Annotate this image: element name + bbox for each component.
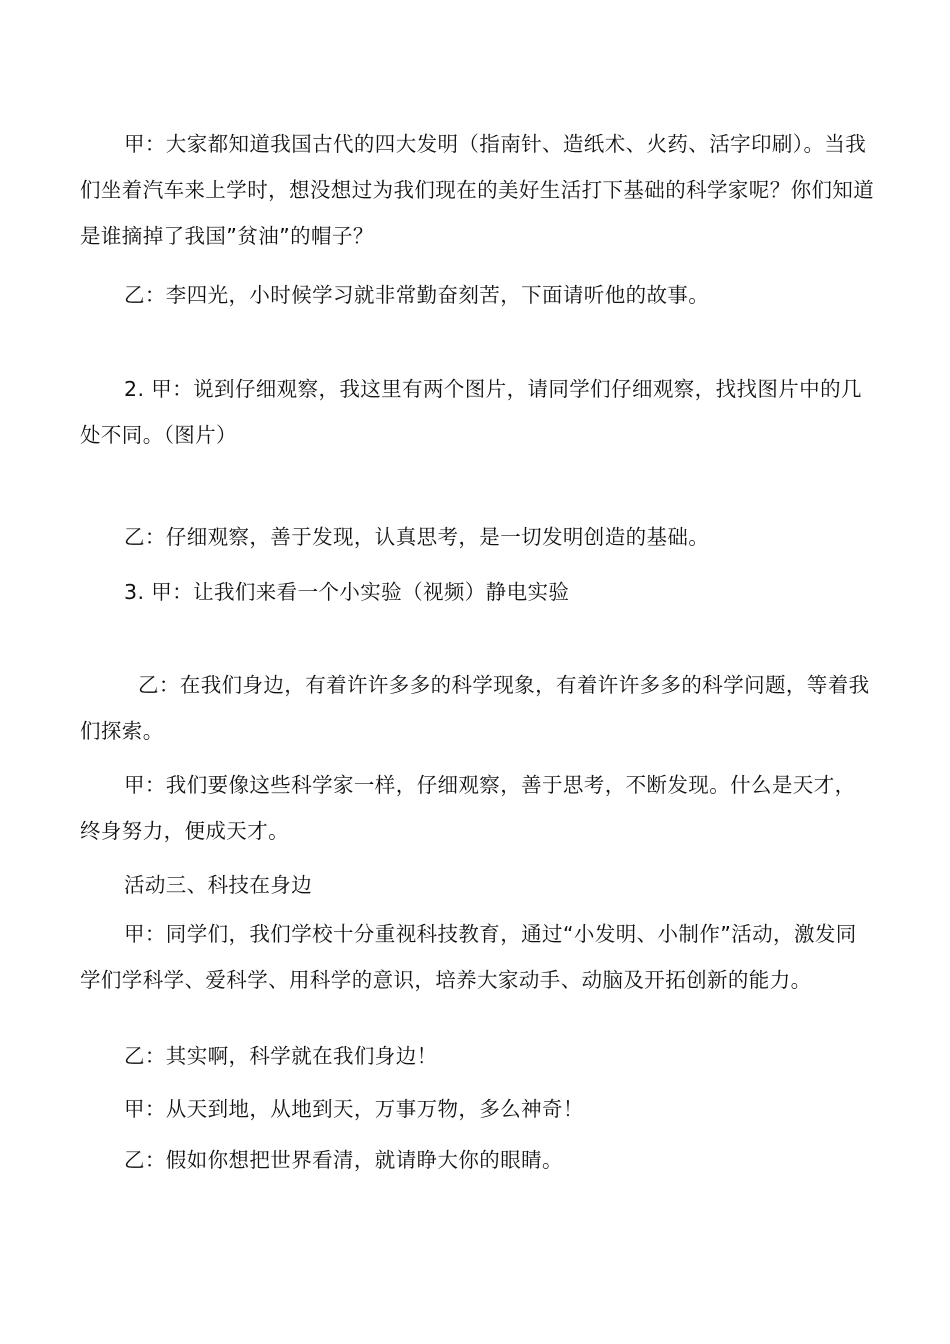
paragraph-8: 甲：同学们，我们学校十分重视科技教育，通过“小发明、小制作”活动，激发同学们学科学、爱科学、用科学的意识，培养大家动手、动脑及开拓创新的能力。 [80, 922, 857, 992]
paragraph-6: 乙：在我们身边，有着许许多多的科学现象，有着许许多多的科学问题，等着我们探索。 [80, 673, 870, 743]
paragraph-5: 3. 甲：让我们来看一个小实验（视频）静电实验 [124, 580, 570, 604]
paragraph-10: 甲：从天到地，从地到天，万事万物，多么神奇！ [124, 1097, 584, 1121]
paragraph-4: 乙：仔细观察，善于发现，认真思考，是一切发明创造的基础。 [124, 525, 710, 549]
paragraph-11: 乙：假如你想把世界看清，就请睁大你的眼睛。 [124, 1148, 563, 1172]
paragraph-2: 乙：李四光，小时候学习就非常勤奋刻苦，下面请听他的故事。 [124, 283, 710, 307]
paragraph-9: 乙：其实啊，科学就在我们身边！ [124, 1044, 438, 1068]
paragraph-7: 甲：我们要像这些科学家一样，仔细观察，善于思考，不断发现。什么是天才，终身努力，便成天才。 [80, 773, 856, 843]
paragraph-1: 甲：大家都知道我国古代的四大发明（指南针、造纸术、火药、活字印刷）。当我们坐着汽车来上学时，想没想过为我们现在的美好生活打下基础的科学家呢？你们知道是谁摘掉了我国”贫油”的帽子？ [80, 132, 875, 248]
section-heading: 活动三、科技在身边 [124, 873, 313, 897]
paragraph-3: 2. 甲：说到仔细观察，我这里有两个图片，请同学们仔细观察，找找图片中的几处不同。（图片） [80, 377, 862, 447]
